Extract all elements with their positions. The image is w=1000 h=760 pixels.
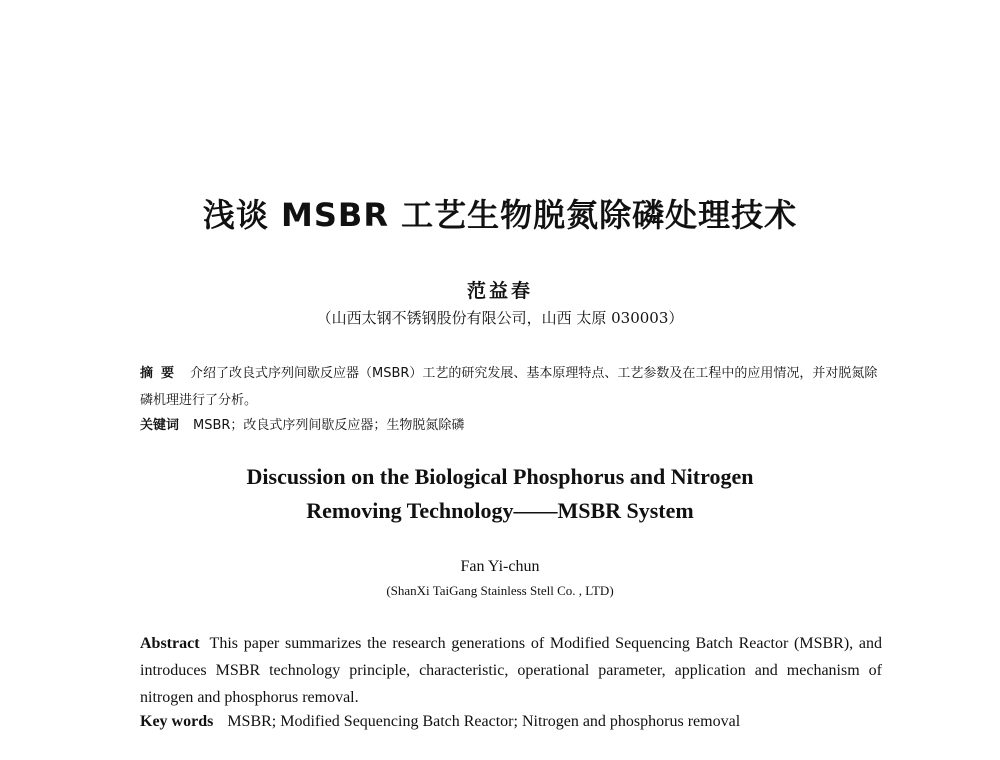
english-author: Fan Yi-chun xyxy=(460,558,540,575)
chinese-keywords-label: 关键词 xyxy=(140,418,180,433)
chinese-keywords xyxy=(140,414,880,433)
english-title-line-1: Discussion on the Biological Phosphorus and Nitrogen xyxy=(246,464,754,489)
english-affiliation: (ShanXi TaiGang Stainless Stell Co. , LTD) xyxy=(386,583,614,598)
english-abstract xyxy=(140,630,882,711)
english-keywords-text: MSBR; Modified Sequencing Batch Reactor; Nitrogen and phosphorus removal xyxy=(227,713,741,730)
chinese-title: 浅谈 MSBR 工艺生物脱氮除磷处理技术 xyxy=(202,196,798,234)
english-title-line-2: Removing Technology——MSBR System xyxy=(306,498,694,523)
english-keywords-label: Key words xyxy=(140,713,214,730)
english-abstract-text: This paper summarizes the research generations of Modified Sequencing Batch Reactor (MSBR), and introduces MSBR technology principle, characteristic, operational parameter, application and mechanism of nitrogen and phosphorus removal. xyxy=(140,635,882,706)
english-keywords xyxy=(140,713,882,731)
chinese-affiliation: （山西太钢不锈钢股份有限公司，山西 太原 030003） xyxy=(316,309,684,327)
english-title xyxy=(0,460,1000,528)
chinese-author: 范益春 xyxy=(466,280,533,302)
chinese-abstract-text: 介绍了改良式序列间歇反应器（MSBR）工艺的研究发展、基本原理特点、工艺参数及在工程中的应用情况，并对脱氮除磷机理进行了分析。 xyxy=(140,366,878,408)
english-abstract-label: Abstract xyxy=(140,635,200,652)
chinese-abstract-label: 摘要 xyxy=(140,366,183,381)
chinese-keywords-text: MSBR；改良式序列间歇反应器；生物脱氮除磷 xyxy=(193,418,465,433)
chinese-abstract xyxy=(140,360,880,414)
